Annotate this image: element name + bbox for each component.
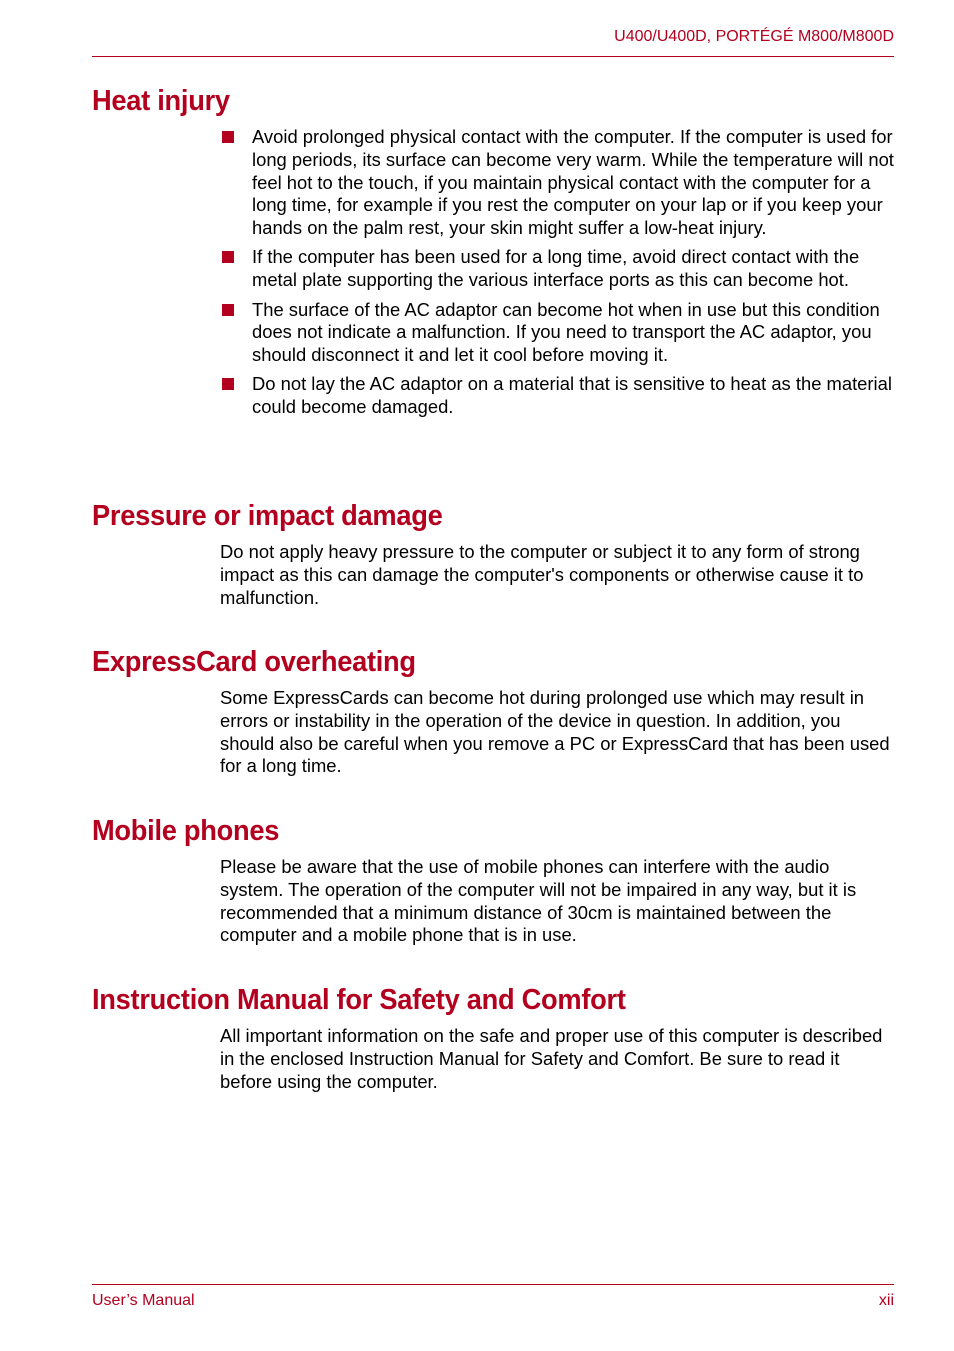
footer-title: User’s Manual [92, 1292, 195, 1309]
list-item-text: If the computer has been used for a long time, avoid direct contact with the metal plate supporting the various interface ports as this can become hot. [252, 246, 860, 291]
square-bullet-icon [222, 131, 234, 143]
section-body: Please be aware that the use of mobile phones can interfere with the audio system. The operation of the computer will not be impaired in any way, but it is recommended that a minimum distance of 30cm is maintained between the computer and a mobile phone that is in use. [220, 856, 857, 946]
section-title: Instruction Manual for Safety and Comfort [92, 984, 626, 1016]
list-item-text: The surface of the AC adaptor can become hot when in use but this condition does not indicate a malfunction. If you need to transport the AC adaptor, you should disconnect it and let it cool before moving it. [252, 298, 880, 366]
list-item [220, 246, 894, 292]
section-title: Mobile phones [92, 815, 280, 847]
list-item [220, 373, 894, 419]
section-expresscard-overheating [92, 645, 894, 778]
section-safety-manual [92, 983, 894, 1093]
list-item [220, 299, 894, 367]
section-title: ExpressCard overheating [92, 646, 416, 678]
section-title: Heat injury [92, 85, 230, 117]
section-body: Some ExpressCards can become hot during prolonged use which may result in errors or instability in the operation of the device in question. In addition, you should also be careful when you remove a PC or ExpressCard that has been used for a long time. [220, 687, 890, 777]
square-bullet-icon [222, 304, 234, 316]
square-bullet-icon [222, 251, 234, 263]
section-mobile-phones [92, 814, 894, 947]
square-bullet-icon [222, 378, 234, 390]
list-item-text: Do not lay the AC adaptor on a material that is sensitive to heat as the material could become damaged. [252, 373, 892, 418]
page-number: xii [878, 1292, 894, 1309]
list-item-text: Avoid prolonged physical contact with the computer. If the computer is used for long periods, its surface can become very warm. While the temperature will not feel hot to the touch, if you maintain physical contact with the computer for a long time, for example if you rest the computer on your lap or if you keep your hands on the palm rest, your skin might suffer a low-heat injury. [252, 126, 894, 239]
section-title: Pressure or impact damage [92, 500, 443, 532]
bullet-list [220, 126, 894, 419]
running-header: U400/U400D, PORTÉGÉ M800/M800D [614, 28, 894, 45]
section-body: Do not apply heavy pressure to the computer or subject it to any form of strong impact as this can damage the computer's components or otherwise cause it to malfunction. [220, 541, 864, 608]
header-rule [92, 56, 894, 57]
footer-rule [92, 1284, 894, 1285]
section-heat-injury [92, 84, 894, 426]
section-body: All important information on the safe and proper use of this computer is described in the enclosed Instruction Manual for Safety and Comfort. Be sure to read it before using the computer. [220, 1025, 883, 1092]
section-pressure-damage [92, 499, 894, 609]
list-item [220, 126, 894, 240]
